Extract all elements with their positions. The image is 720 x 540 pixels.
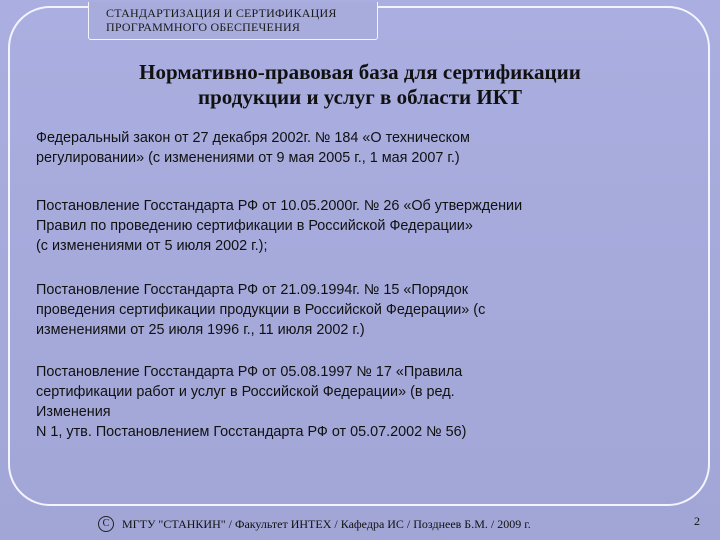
header-line-2: ПРОГРАММНОГО ОБЕСПЕЧЕНИЯ [106,20,301,34]
regulation-item-3: Постановление Госстандарта РФ от 21.09.1994г. № 15 «Порядок проведения сертификации продукции в Российской Федерации» (с изменениями от 25 июля 1996 г., 11 июля 2002 г.) [36,282,486,338]
page-number: 2 [694,514,700,528]
header-text [106,6,337,34]
title-line-1: Нормативно-правовая база для сертификации [139,60,581,84]
regulation-item-2: Постановление Госстандарта РФ от 10.05.2000г. № 26 «Об утверждении Правил по проведению сертификации в Российской Федерации» (с изменениями от 5 июля 2002 г.); [36,198,523,254]
footer-text: МГТУ "СТАНКИН" / Факультет ИНТЕХ / Кафедра ИС / Позднеев Б.М. / 2009 г. [122,517,531,531]
regulations-list [36,128,692,470]
title-line-2: продукции и услуг в области ИКТ [198,85,522,109]
regulation-item-4: Постановление Госстандарта РФ от 05.08.1997 № 17 «Правила сертификации работ и услуг в Российской Федерации» (в ред. Изменения N 1, утв. Постановлением Госстандарта РФ от 05.07.2002 № 56) [36,364,467,440]
footer [98,516,531,532]
regulation-item-1: Федеральный закон от 27 декабря 2002г. № 184 «О техническом регулировании» (с изменениями от 9 мая 2005 г., 1 мая 2007 г.) [36,130,470,166]
slide-title [60,60,660,110]
header-line-1: СТАНДАРТИЗАЦИЯ И СЕРТИФИКАЦИЯ [106,6,337,20]
copyright-icon: С [98,516,114,532]
